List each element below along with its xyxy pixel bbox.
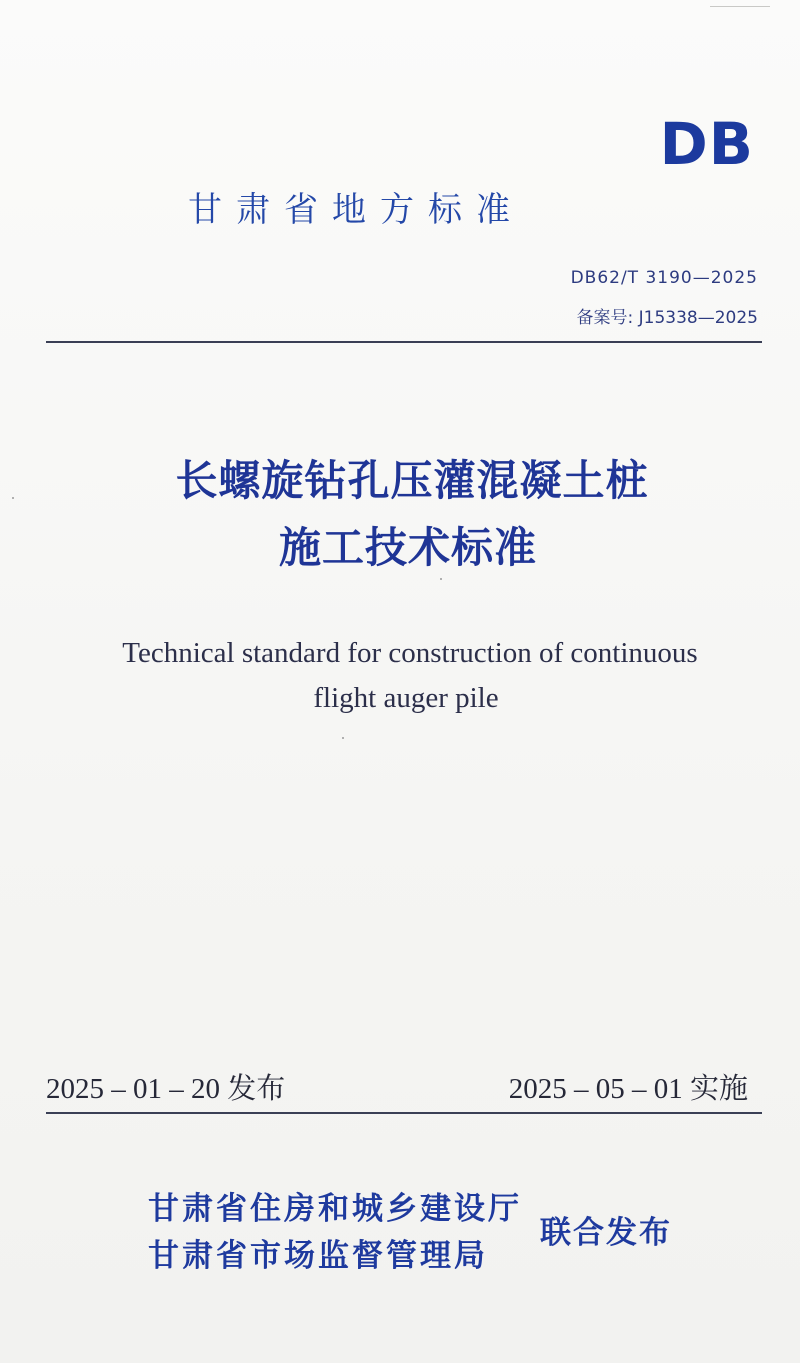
issue-date: 2025 – 01 – 20 发布 <box>46 1073 286 1105</box>
en-title-line-1: Technical standard for construction of continuous <box>122 637 698 669</box>
cn-title-line-1: 长螺旋钻孔压灌混凝土桩 <box>175 456 649 505</box>
effective-date: 2025 – 05 – 01 实施 <box>508 1073 748 1105</box>
cn-title-line-2: 施工技术标准 <box>278 523 537 572</box>
db-mark: DB <box>659 110 754 178</box>
filing-number: 备案号: J15338—2025 <box>576 308 758 328</box>
scan-speck <box>440 578 442 580</box>
issuer-housing-department: 甘肃省住房和城乡建设厅 <box>148 1191 522 1227</box>
provincial-standard-heading: 甘肃省地方标准 <box>188 190 524 230</box>
issuer-market-regulation: 甘肃省市场监督管理局 <box>148 1238 488 1274</box>
en-title-line-2: flight auger pile <box>313 682 499 714</box>
scan-edge-mark <box>710 0 770 7</box>
bottom-divider <box>46 1112 762 1114</box>
standard-code: DB62/T 3190—2025 <box>570 268 758 288</box>
top-divider <box>46 341 762 343</box>
scan-speck <box>342 737 344 739</box>
scan-speck <box>12 497 14 499</box>
joint-release-label: 联合发布 <box>540 1215 672 1251</box>
